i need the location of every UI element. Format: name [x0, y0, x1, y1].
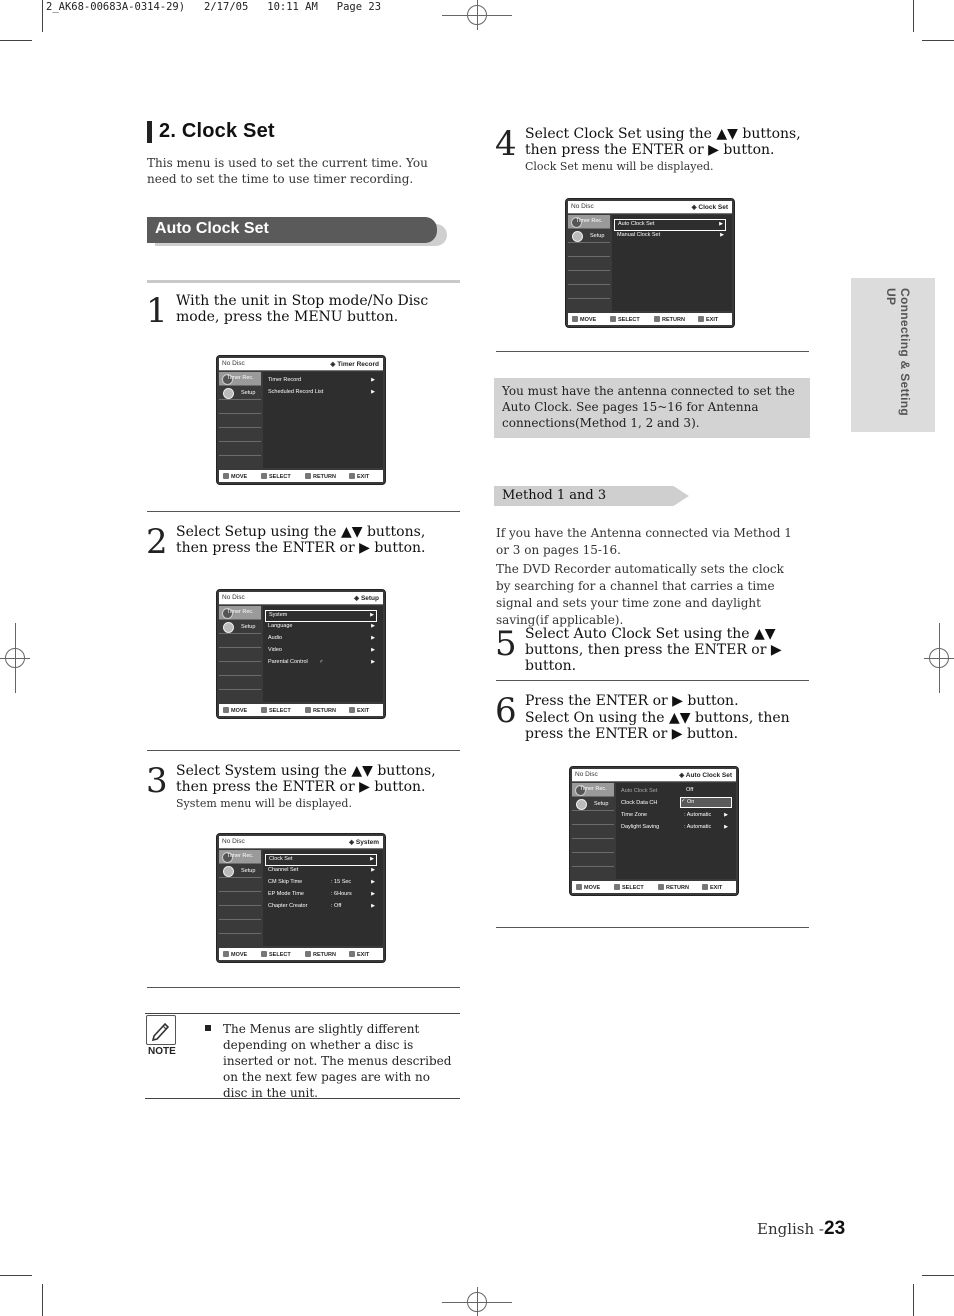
- registration-line: [477, 1287, 478, 1316]
- move-icon: [576, 884, 582, 890]
- method-banner: [494, 486, 689, 506]
- divider: [496, 351, 809, 352]
- screen-sidebar: [572, 783, 614, 879]
- menu-screen-setup: [216, 589, 386, 719]
- step-number: 1: [146, 291, 168, 331]
- return-icon: [658, 884, 664, 890]
- no-disc-label: No Disc: [575, 771, 598, 778]
- step-subtext: Clock Set menu will be displayed.: [525, 160, 714, 173]
- sidebar-item-timer-rec: Timer Rec.: [219, 372, 261, 386]
- title-bar: [147, 121, 152, 143]
- menu-row: Timer Record ▶: [268, 377, 375, 383]
- gear-icon: [576, 799, 587, 810]
- sidebar-item-timer-rec: Timer Rec.: [572, 783, 614, 797]
- crop-mark: [42, 0, 43, 32]
- gear-icon: [223, 866, 234, 877]
- note-label: NOTE: [148, 1046, 176, 1057]
- note-box: [145, 1013, 460, 1099]
- chapter-side-tab: [851, 278, 935, 432]
- screen-sidebar: [219, 606, 261, 702]
- menu-row-selected: Clock Set ▶: [265, 854, 377, 866]
- screen-bottom-bar: MOVE SELECT RETURN EXIT: [219, 470, 383, 482]
- step-subtext: System menu will be displayed.: [176, 797, 352, 810]
- sidebar-item-empty: [219, 400, 261, 414]
- screen-content: [616, 783, 736, 879]
- exit-icon: [349, 473, 355, 479]
- sidebar-item-empty: [572, 811, 614, 825]
- return-icon: [305, 707, 311, 713]
- lock-icon: ♂: [319, 659, 324, 665]
- move-icon: [223, 707, 229, 713]
- screen-content: [612, 215, 732, 311]
- screen-sidebar: [219, 850, 261, 946]
- sidebar-item-empty: [219, 920, 261, 934]
- screen-topbar: [568, 201, 732, 214]
- crop-mark: [0, 1275, 32, 1276]
- step-number: 2: [146, 522, 168, 562]
- menu-screen-clock-set: [565, 198, 735, 328]
- menu-row: Parental Control ♂ ▶: [268, 659, 375, 665]
- screen-title: ◈ Setup: [354, 595, 379, 602]
- exit-icon: [702, 884, 708, 890]
- note-text: The Menus are slightly different depending on whether a disc is inserted or not. The menus described on the next few pages are with no disc in the unit.: [223, 1022, 452, 1100]
- screen-sidebar: [568, 215, 610, 311]
- return-icon: [654, 316, 660, 322]
- sidebar-item-empty: [568, 271, 610, 285]
- screen-content: [263, 850, 383, 946]
- menu-row-selected: Auto Clock Set ▶: [614, 219, 726, 231]
- move-icon: [223, 951, 229, 957]
- print-header: 2_AK68-00683A-0314-29) 2/17/05 10:11 AM Page 23: [46, 1, 382, 13]
- return-icon: [305, 473, 311, 479]
- menu-row: EP Mode Time : 6Hours ▶: [268, 891, 375, 897]
- menu-row: Language ▶: [268, 623, 375, 629]
- sidebar-item-empty: [568, 285, 610, 299]
- crop-mark: [0, 40, 32, 41]
- check-icon: ✓: [681, 798, 686, 804]
- screen-title: ◈ Auto Clock Set: [679, 772, 732, 779]
- screen-bottom-bar: MOVE SELECT RETURN EXIT: [219, 704, 383, 716]
- select-icon: [614, 884, 620, 890]
- divider: [147, 511, 460, 512]
- method-banner-label: Method 1 and 3: [502, 488, 607, 503]
- menu-screen-timer-record: [216, 355, 386, 485]
- bullet-icon: [205, 1025, 211, 1031]
- screen-title: ◈ Clock Set: [691, 204, 728, 211]
- step-number: 4: [495, 124, 517, 164]
- select-icon: [610, 316, 616, 322]
- menu-row: CM Skip Time : 15 Sec ▶: [268, 879, 375, 885]
- step-text: Select Auto Clock Set using the ▲▼ buttons, then press the ENTER or ▶ button.: [525, 626, 782, 674]
- crop-mark: [913, 1284, 914, 1316]
- antenna-notice-text: You must have the antenna connected to set the Auto Clock. See pages 15~16 for Antenna connections(Method 1, 2 and 3).: [502, 384, 795, 430]
- sidebar-item-timer-rec: Timer Rec.: [568, 215, 610, 229]
- menu-row: Chapter Creator : Off ▶: [268, 903, 375, 909]
- no-disc-label: No Disc: [222, 838, 245, 845]
- sidebar-item-empty: [568, 257, 610, 271]
- sidebar-item-timer-rec: Timer Rec.: [219, 606, 261, 620]
- screen-content: [263, 372, 383, 468]
- step-text: Select System using the ▲▼ buttons, then press the ENTER or ▶ button.: [176, 763, 436, 795]
- screen-title: ◈ System: [349, 839, 379, 846]
- screen-sidebar: [219, 372, 261, 468]
- menu-row: Daylight Saving : Automatic ▶: [621, 824, 728, 830]
- crop-mark: [922, 1275, 954, 1276]
- move-icon: [223, 473, 229, 479]
- sidebar-item-empty: [219, 676, 261, 690]
- gear-icon: [223, 388, 234, 399]
- antenna-notice: [494, 378, 810, 438]
- step-text: Select On using the ▲▼ buttons, then press the ENTER or ▶ button.: [525, 710, 790, 742]
- sidebar-item-empty: [572, 825, 614, 839]
- sidebar-item-empty: [219, 892, 261, 906]
- sidebar-item-empty: [219, 662, 261, 676]
- screen-topbar: [219, 592, 383, 605]
- select-icon: [261, 473, 267, 479]
- screen-content: [263, 606, 383, 702]
- crop-mark: [922, 40, 954, 41]
- sidebar-item-setup: Setup: [219, 620, 261, 634]
- screen-title: ◈ Timer Record: [330, 361, 379, 368]
- screen-topbar: [572, 769, 736, 782]
- step-text: Select Setup using the ▲▼ buttons, then press the ENTER or ▶ button.: [176, 524, 426, 556]
- select-icon: [261, 951, 267, 957]
- option-popup: [680, 786, 732, 808]
- gear-icon: [572, 231, 583, 242]
- menu-row: Audio ▶: [268, 635, 375, 641]
- sidebar-item-empty: [219, 414, 261, 428]
- menu-screen-system: [216, 833, 386, 963]
- pencil-icon: [146, 1015, 176, 1045]
- sidebar-item-setup: Setup: [572, 797, 614, 811]
- no-disc-label: No Disc: [222, 360, 245, 367]
- sidebar-item-setup: Setup: [568, 229, 610, 243]
- sidebar-item-empty: [568, 243, 610, 257]
- method-paragraph: The DVD Recorder automatically sets the clock by searching for a channel that carries a time signal and sets your time zone and daylight saving(if applicable).: [496, 562, 784, 627]
- sidebar-item-empty: [219, 442, 261, 456]
- step-number: 5: [495, 624, 517, 664]
- screen-bottom-bar: MOVE SELECT RETURN EXIT: [219, 948, 383, 960]
- sidebar-item-setup: Setup: [219, 864, 261, 878]
- menu-screen-auto-clock-set: [569, 766, 739, 896]
- gear-icon: [223, 622, 234, 633]
- intro-text: This menu is used to set the current time. You need to set the time to use timer recording.: [147, 156, 428, 186]
- screen-topbar: [219, 836, 383, 849]
- divider: [496, 680, 809, 681]
- page-footer: [757, 1218, 845, 1240]
- crop-mark: [42, 1284, 43, 1316]
- banner-label: Auto Clock Set: [155, 220, 269, 237]
- menu-row: Channel Set ▶: [268, 867, 375, 873]
- menu-row-selected: System ▶: [265, 610, 377, 622]
- sidebar-item-setup: Setup: [219, 386, 261, 400]
- exit-icon: [698, 316, 704, 322]
- section-title: [147, 120, 275, 143]
- menu-row: Time Zone : Automatic ▶: [621, 812, 728, 818]
- no-disc-label: No Disc: [571, 203, 594, 210]
- sidebar-item-timer-rec: Timer Rec.: [219, 850, 261, 864]
- auto-clock-set-banner: [147, 217, 447, 246]
- screen-topbar: [219, 358, 383, 371]
- option-off: Off: [680, 786, 732, 796]
- move-icon: [572, 316, 578, 322]
- menu-row: Scheduled Record List ▶: [268, 389, 375, 395]
- divider: [147, 280, 460, 283]
- screen-bottom-bar: MOVE SELECT RETURN EXIT: [572, 881, 736, 893]
- registration-line: [939, 623, 940, 693]
- step-text: Press the ENTER or ▶ button.: [525, 693, 739, 709]
- sidebar-item-empty: [219, 648, 261, 662]
- method-paragraph: If you have the Antenna connected via Method 1 or 3 on pages 15-16.: [496, 526, 792, 557]
- sidebar-item-empty: [219, 878, 261, 892]
- step-number: 3: [146, 761, 168, 801]
- registration-line: [477, 0, 478, 30]
- divider: [496, 927, 809, 928]
- screen-bottom-bar: MOVE SELECT RETURN EXIT: [568, 313, 732, 325]
- page-number: 23: [824, 1218, 846, 1239]
- registration-line: [15, 623, 16, 693]
- exit-icon: [349, 951, 355, 957]
- exit-icon: [349, 707, 355, 713]
- return-icon: [305, 951, 311, 957]
- no-disc-label: No Disc: [222, 594, 245, 601]
- select-icon: [261, 707, 267, 713]
- crop-mark: [913, 0, 914, 32]
- menu-row: Video ▶: [268, 647, 375, 653]
- option-on-selected: ✓ On: [680, 797, 732, 808]
- sidebar-item-empty: [572, 853, 614, 867]
- chapter-tab-label: Connecting & Setting UP: [884, 288, 912, 416]
- step-number: 6: [495, 691, 517, 731]
- step-text: With the unit in Stop mode/No Disc mode, press the MENU button.: [176, 293, 429, 325]
- sidebar-item-empty: [219, 634, 261, 648]
- divider: [147, 750, 460, 751]
- footer-language: English -: [757, 1220, 825, 1238]
- divider: [147, 987, 460, 988]
- menu-row: Clock Data CH: [621, 800, 658, 806]
- sidebar-item-empty: [219, 906, 261, 920]
- menu-row: Manual Clock Set ▶: [617, 232, 724, 238]
- menu-row: Auto Clock Set: [621, 788, 658, 794]
- page-title: 2. Clock Set: [159, 120, 275, 142]
- step-text: Select Clock Set using the ▲▼ buttons, then press the ENTER or ▶ button.: [525, 126, 801, 158]
- sidebar-item-empty: [219, 428, 261, 442]
- sidebar-item-empty: [572, 839, 614, 853]
